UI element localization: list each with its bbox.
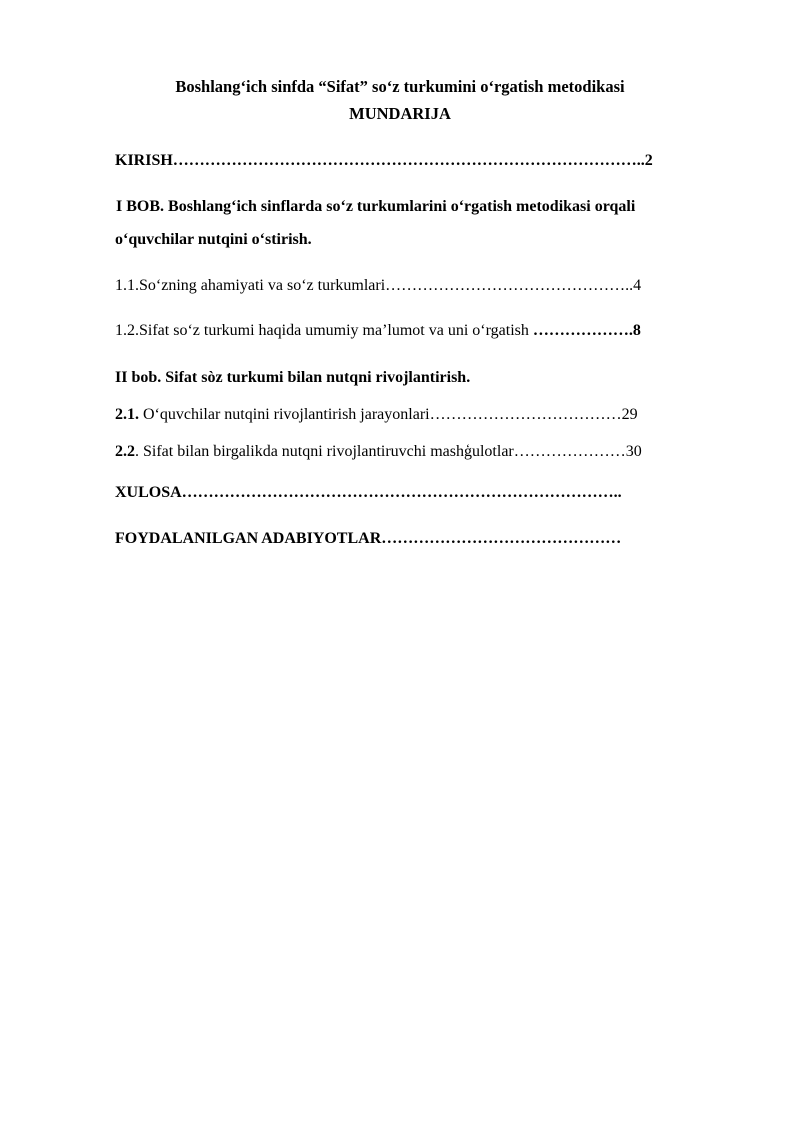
toc-entry-2-1-title: O‘quvchilar nutqini rivojlantirish jarayonlari………………………………29: [139, 406, 638, 423]
toc-entry-xulosa: XULOSA………………………………………………………………………..: [115, 484, 622, 501]
toc-entry-kirish: KIRISH……………………………………………………………………………..2: [115, 152, 653, 169]
toc-entry-chapter-2: II bob. Sifat sòz turkumi bilan nutqni rivojlantirish.: [115, 369, 471, 386]
toc-entry-2-2-number: 2.2: [115, 443, 135, 460]
toc-entry-2-2-title: . Sifat bilan birgalikda nutqni rivojlantiruvchi mashģulotlar…………………30: [135, 443, 642, 460]
toc-entry-2-1-number: 2.1.: [115, 406, 139, 423]
toc-entry-2-1: [115, 405, 638, 425]
toc-heading: MUNDARIJA: [349, 104, 451, 123]
toc-entry-1-1: 1.1.So‘zning ahamiyati va so‘z turkumlari………………………………………..4: [115, 277, 642, 294]
toc-entry-1-2: [115, 321, 641, 341]
toc-entry-adabiyotlar: FOYDALANILGAN ADABIYOTLAR………………………………………: [115, 530, 622, 547]
toc-entry-2-2: [115, 442, 642, 462]
toc-entry-chapter-1-line-1: I BOB. Boshlang‘ich sinflarda so‘z turkumlarini o‘rgatish metodikasi orqali: [116, 198, 636, 215]
toc-entry-1-2-page: ……………….8: [532, 322, 641, 339]
document-title: Boshlang‘ich sinfda “Sifat” so‘z turkumini o‘rgatish metodikasi: [175, 77, 625, 96]
toc-entry-1-2-title: 1.2.Sifat so‘z turkumi haqida umumiy ma’lumot va uni o‘rgatish: [115, 322, 533, 339]
toc-entry-chapter-1-line-2: o‘quvchilar nutqini o‘stirish.: [115, 231, 312, 248]
